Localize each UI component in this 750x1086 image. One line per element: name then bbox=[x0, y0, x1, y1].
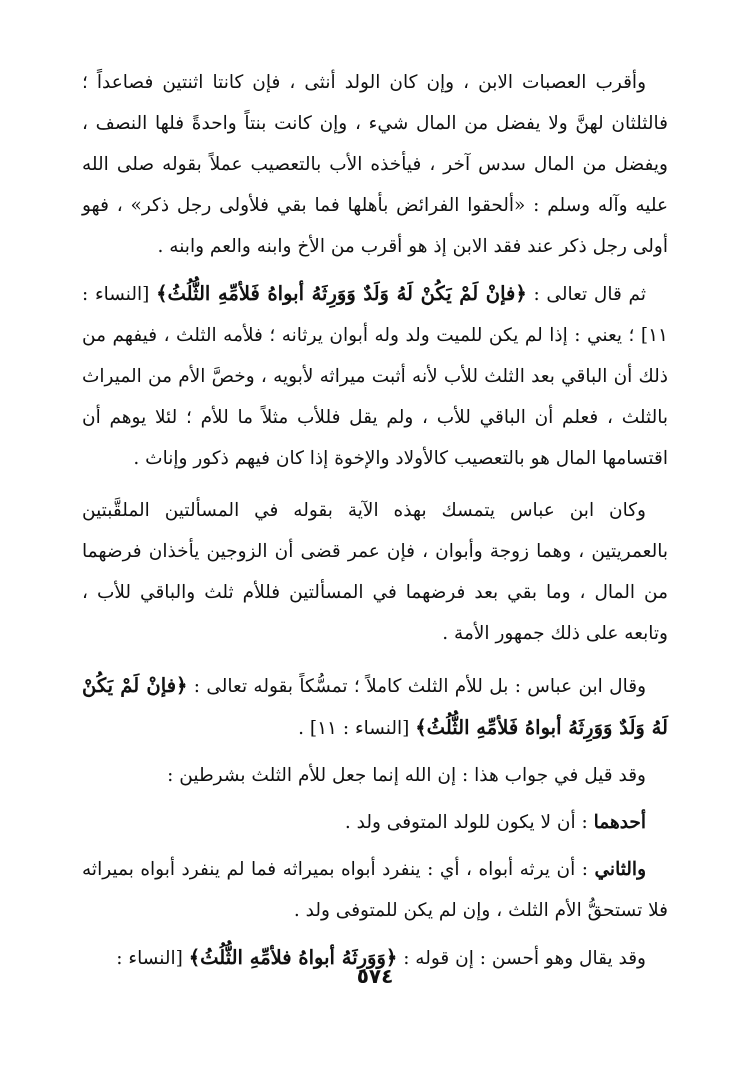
paragraph-inheritance-intro bbox=[82, 62, 668, 267]
paragraph-lead-text: ثم قال تعالى : bbox=[526, 284, 646, 305]
paragraph-response-intro bbox=[82, 755, 668, 796]
quran-verse: ﴿فإنْ لَمْ يَكُنْ لَهُ وَلَدٌ وَوَرِثَهُ أبواهُ فَلأمِّهِ الثُّلُثُ﴾ bbox=[82, 674, 668, 739]
page-body bbox=[82, 62, 668, 979]
paragraph-text: : أن لا يكون للولد المتوفى ولد . bbox=[344, 812, 594, 833]
paragraph-ibn-abbas-opinion bbox=[82, 665, 668, 749]
paragraph-text: وقد قيل في جواب هذا : إن الله إنما جعل للأم الثلث بشرطين : bbox=[167, 765, 646, 786]
condition-label: أحدهما bbox=[593, 812, 646, 833]
paragraph-trailing-text: [النساء : bbox=[116, 948, 189, 969]
paragraph-lead-text: وقال ابن عباس : بل للأم الثلث كاملاً ؛ تمسُّكاً بقوله تعالى : bbox=[187, 676, 646, 697]
paragraph-ibn-abbas-umariyatayn bbox=[82, 490, 668, 654]
paragraph-second-condition bbox=[82, 849, 668, 931]
paragraph-first-condition bbox=[82, 802, 668, 843]
page-number: ٥٧٤ bbox=[356, 964, 394, 988]
paragraph-trailing-text: [النساء : ١١] . bbox=[298, 718, 416, 739]
quran-verse: ﴿وَوَرِثَهُ أبواهُ فلأمِّهِ الثُّلُثُ﴾ bbox=[188, 946, 398, 969]
quran-verse: ﴿فإنْ لَمْ يَكُنْ لَهُ وَلَدٌ وَوَرِثَهُ أبواهُ فَلأمِّهِ الثُّلُثُ﴾ bbox=[156, 282, 527, 305]
paragraph-text: وأقرب العصبات الابن ، وإن كان الولد أنثى ، فإن كانتا اثنتين فصاعداً ؛ فالثلثان لهنَّ ولا يفضل من المال شيء ، وإن كانت بنتاً واحدةً فلها النصف ، ويفضل من المال سدس آخر ، فيأخذه الأب بالتعصيب عملاً بقوله صلى الله عليه وآله وسلم : «ألحقوا الفرائض بأهلها فما بقي فلأولى رجل ذكر» ، فهو أولى رجل ذكر عند فقد الابن إذ هو أقرب من الأخ وابنه والعم وابنه . bbox=[82, 72, 668, 257]
paragraph-trailing-text: [النساء : ١١] ؛ يعني : إذا لم يكن للميت ولد وله أبوان يرثانه ؛ فلأمه الثلث ، فيفهم من ذلك أن الباقي بعد الثلث للأب لأنه أثبت ميراثه لأبويه ، وخصَّ الأم من الميراث بالثلث ، فعلم أن الباقي للأب ، ولم يقل فللأب مثلاً ما للأم ؛ لئلا يوهم أن اقتسامها المال هو بالتعصيب كالأولاد والإخوة إذا كان فيهم ذكور وإناث . bbox=[82, 284, 668, 469]
condition-label: والثاني bbox=[594, 859, 646, 880]
paragraph-verse-explanation bbox=[82, 273, 668, 479]
paragraph-text: وكان ابن عباس يتمسك بهذه الآية بقوله في المسألتين الملقَّبتين بالعمريتين ، وهما زوجة وأبوان ، فإن عمر قضى أن الزوجين يأخذان فرضهما من المال ، وما بقي بعد فرضهما في المسألتين فللأم ثلث والباقي للأب ، وتابعه على ذلك جمهور الأمة . bbox=[82, 500, 668, 644]
paragraph-text: : أن يرثه أبواه ، أي : ينفرد أبواه بميراثه فما لم ينفرد أبواه بميراثه فلا تستحقُّ الأم الثلث ، وإن لم يكن للمتوفى ولد . bbox=[82, 859, 668, 921]
paragraph-lead-text: وقد يقال وهو أحسن : إن قوله : bbox=[397, 948, 646, 969]
